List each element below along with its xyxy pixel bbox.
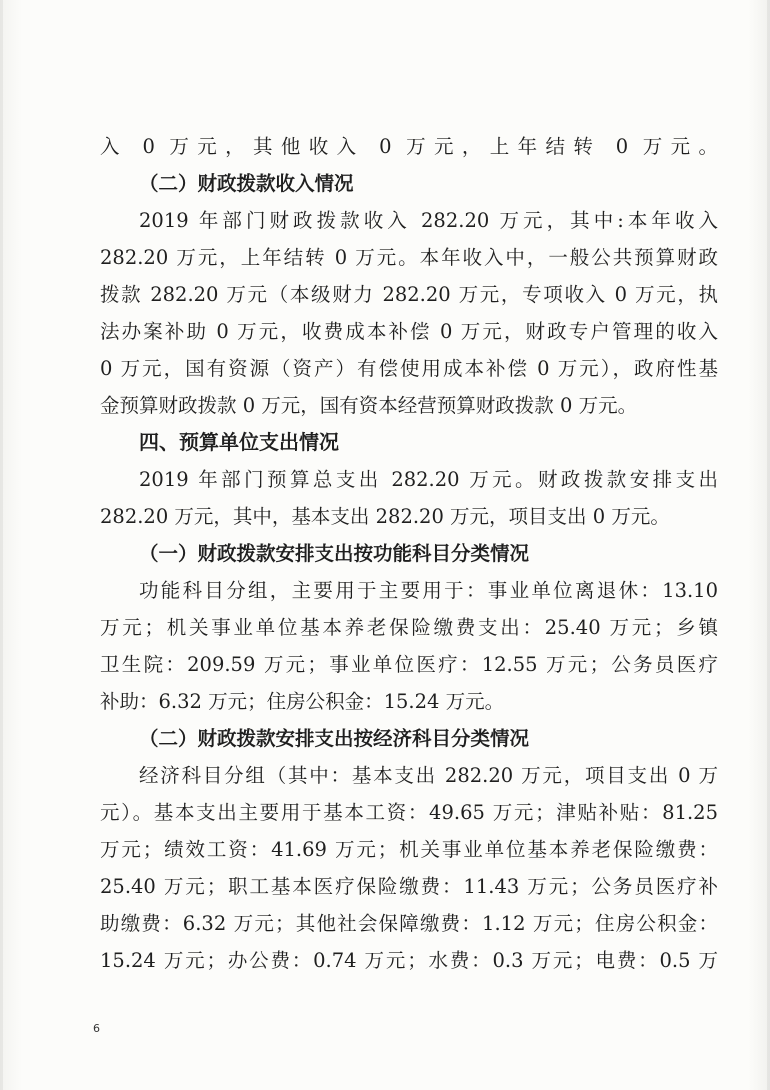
scan-shadow-left [0, 0, 3, 1090]
paragraph-line: 卫生院：209.59 万元；事业单位医疗：12.55 万元；公务员医疗 [100, 653, 718, 676]
paragraph-line: 282.20 万元，其中，基本支出 282.20 万元，项目支出 0 万元。 [100, 505, 670, 528]
paragraph-line: 入 0 万元，其他收入 0 万元，上年结转 0 万元。 [100, 135, 718, 158]
document-body [100, 128, 718, 979]
paragraph-line: 25.40 万元；职工基本医疗保险缴费：11.43 万元；公务员医疗补 [100, 875, 718, 898]
paragraph-line: 助缴费：6.32 万元；其他社会保障缴费：1.12 万元；住房公积金： [100, 912, 718, 935]
section-subheading: （二）财政拨款收入情况 [139, 172, 354, 195]
paragraph-line: 15.24 万元；办公费：0.74 万元；水费：0.3 万元；电费：0.5 万 [100, 949, 718, 972]
paragraph-line: 0 万元，国有资源（资产）有偿使用成本补偿 0 万元），政府性基 [100, 357, 718, 380]
section-subheading: （一）财政拨款安排支出按功能科目分类情况 [139, 542, 530, 565]
paragraph-line: 2019 年部门预算总支出 282.20 万元。财政拨款安排支出 [139, 468, 718, 491]
paragraph-line: 功能科目分组，主要用于主要用于：事业单位离退休：13.10 [139, 579, 718, 602]
paragraph-line: 补助：6.32 万元；住房公积金：15.24 万元。 [100, 690, 505, 713]
section-subheading: （二）财政拨款安排支出按经济科目分类情况 [139, 727, 530, 750]
paragraph-line: 万元；绩效工资：41.69 万元；机关事业单位基本养老保险缴费： [100, 838, 718, 861]
paragraph-line: 拨款 282.20 万元（本级财力 282.20 万元，专项收入 0 万元，执 [100, 283, 718, 306]
paragraph-line: 法办案补助 0 万元，收费成本补偿 0 万元，财政专户管理的收入 [100, 320, 718, 343]
paragraph-line: 282.20 万元，上年结转 0 万元。本年收入中，一般公共预算财政 [100, 246, 718, 269]
paragraph-line: 万元；机关事业单位基本养老保险缴费支出：25.40 万元；乡镇 [100, 616, 718, 639]
paragraph-line: 经济科目分组（其中：基本支出 282.20 万元，项目支出 0 万 [139, 764, 718, 787]
section-heading: 四、预算单位支出情况 [139, 430, 339, 454]
paragraph-line: 金预算财政拨款 0 万元，国有资本经营预算财政拨款 0 万元。 [100, 394, 638, 417]
paragraph-line: 2019 年部门财政拨款收入 282.20 万元，其中:本年收入 [139, 209, 718, 232]
paragraph-line: 元）。基本支出主要用于基本工资：49.65 万元；津贴补贴：81.25 [100, 801, 718, 824]
page-number: 6 [93, 1022, 100, 1035]
